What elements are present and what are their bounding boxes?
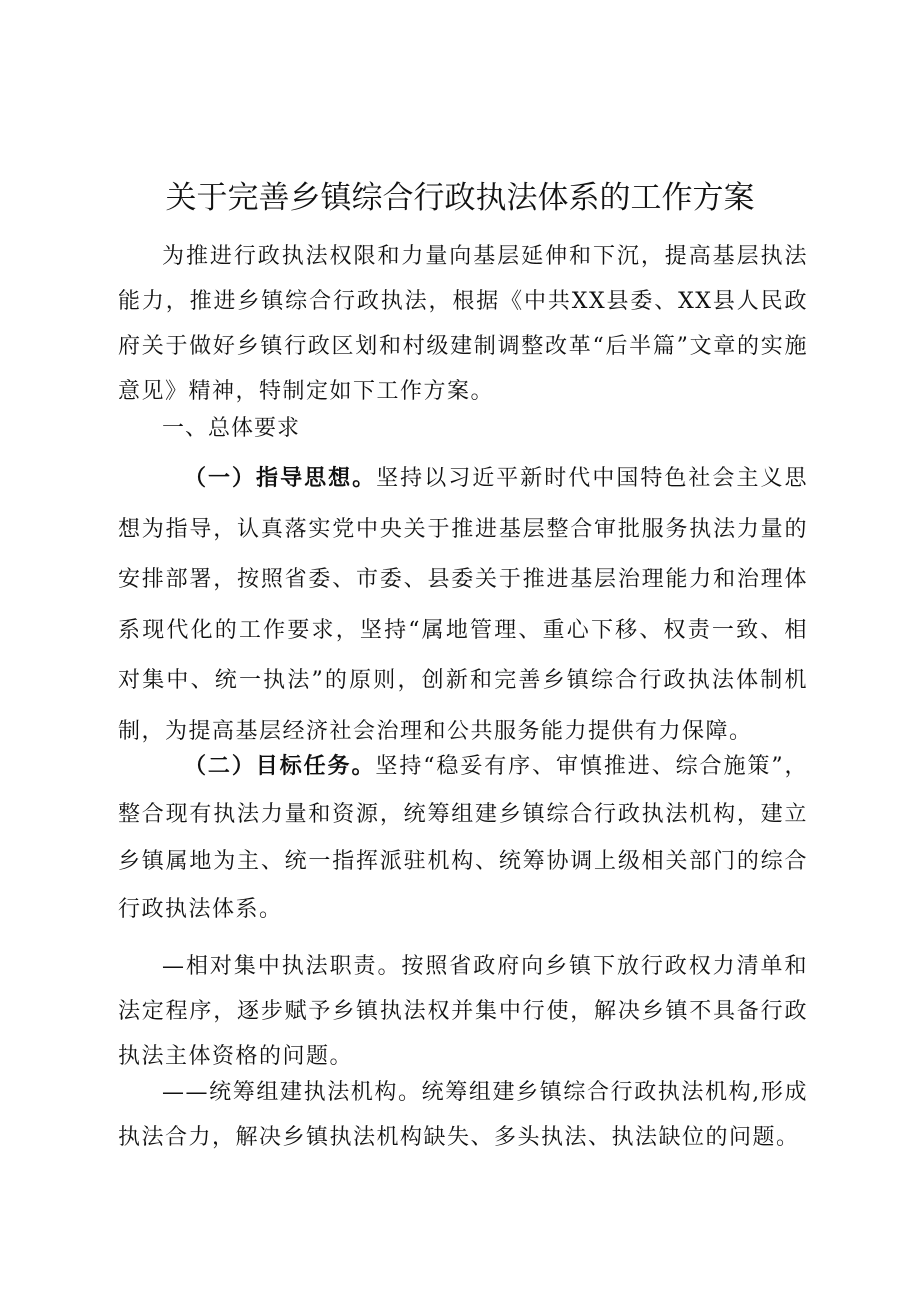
- guiding-thought-text: 坚持以习近平新时代中国特色社会主义思想为指导，认真落实党中央关于推进基层整合审批服务执法力量的安排部署，按照省委、市委、县委关于推进基层治理能力和治理体系现代化的工作要求，坚持“属地管理、重心下移、权责一致、相对集中、统一执法”的原则，创新和完善乡镇综合行政执法体制机制，为提高基层经济社会治理和公共服务能力提供有力保障。: [118, 466, 808, 744]
- document-title: 关于完善乡镇综合行政执法体系的工作方案: [165, 180, 755, 216]
- intro-paragraph: 为推进行政执法权限和力量向基层延伸和下沉，提高基层执法能力，推进乡镇综合行政执法，根据《中共XX县委、XX县人民政府关于做好乡镇行政区划和村级建制调整改革“后半篇”文章的实施意见》精神，特制定如下工作方案。: [118, 244, 808, 404]
- target-tasks-text: 坚持“稳妥有序、审慎推进、综合施策”，整合现有执法力量和资源，统筹组建乡镇综合行政执法机构，建立乡镇属地为主、统一指挥派驻机构、统筹协调上级相关部门的综合行政执法体系。: [118, 754, 808, 922]
- guiding-thought-paragraph: [118, 454, 808, 757]
- guiding-thought-lead: （一）指导思想。: [184, 466, 377, 491]
- bullet-concentrate-duties: —相对集中执法职责。按照省政府向乡镇下放行政权力清单和法定程序，逐步赋予乡镇执法权并集中行使，解决乡镇不具备行政执法主体资格的问题。: [118, 954, 808, 1069]
- target-tasks-paragraph: [118, 743, 808, 933]
- section-heading-general-requirements: 一、总体要求: [162, 416, 301, 441]
- target-tasks-lead: （二）目标任务。: [184, 754, 376, 779]
- bullet-establish-agencies: ——统筹组建执法机构。统筹组建乡镇综合行政执法机构,形成执法合力，解决乡镇执法机构缺失、多头执法、执法缺位的问题。: [118, 1080, 808, 1150]
